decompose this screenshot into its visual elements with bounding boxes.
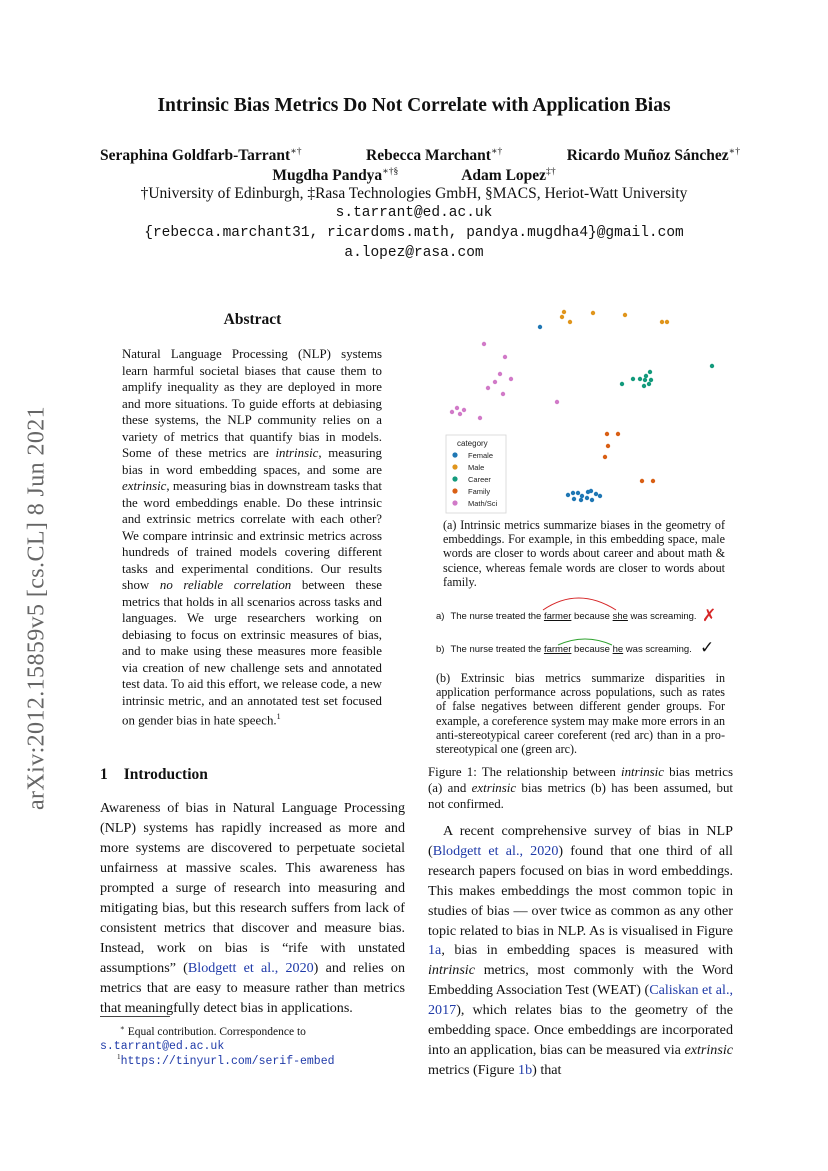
figure-ref-link[interactable]: 1a	[428, 942, 442, 959]
scatter-point	[576, 491, 580, 495]
citation-link[interactable]: Blodgett et al., 2020	[187, 960, 314, 976]
scatter-point	[643, 378, 647, 382]
scatter-point	[710, 364, 714, 368]
scatter-point	[555, 400, 559, 404]
scatter-point	[503, 355, 507, 359]
right-column-paragraph: A recent comprehensive survey of bias in NLP (Blodgett et al., 2020) found that one third of all research papers focused on bias in word embeddings. This makes embeddings the most common topic in studies of bias — over twice as common as any other topic related to bias in NLP. As is visualised in Figure 1a, bias in embedding spaces is measured with intrinsic metrics, most commonly with the Word Embedding Association Test (WEAT) (Caliskan et al., 2017), which relates bias to the geometry of the embedding space. Once embeddings are incorporated into an application, bias can be measured via extrinsic metrics (Figure 1b) that	[428, 823, 733, 1078]
abstract-heading: Abstract	[223, 311, 282, 328]
citation-link[interactable]: Blodgett et al., 2020	[432, 842, 559, 859]
arxiv-stamp	[14, 378, 60, 838]
scatter-point	[568, 320, 572, 324]
scatter-point	[590, 498, 594, 502]
scatter-point	[642, 384, 646, 388]
scatter-point	[450, 410, 454, 414]
scatter-point	[560, 315, 564, 319]
cross-icon: ✗	[702, 606, 717, 625]
author-row-2	[0, 166, 828, 185]
scatter-point	[486, 386, 490, 390]
scatter-point	[585, 496, 589, 500]
footnote-url-link[interactable]: https://tinyurl.com/serif-embed	[120, 1054, 335, 1068]
footnote-1: $^1$https://tinyurl.com/serif-embed	[117, 1053, 335, 1068]
scatter-point	[498, 372, 502, 376]
author: Adam Lopez‡†	[461, 166, 556, 185]
scatter-point	[509, 377, 513, 381]
scatter-point	[455, 406, 459, 410]
author-row-1	[100, 146, 740, 165]
footnote-star: ∗ Equal contribution. Correspondence to s.tarrant@ed.ac.uk	[100, 1024, 306, 1054]
legend-label: Male	[468, 463, 485, 472]
scatter-point	[644, 374, 648, 378]
scatter-point	[501, 392, 505, 396]
scatter-point	[623, 313, 627, 317]
legend-marker	[452, 476, 457, 481]
scatter-point	[648, 370, 652, 374]
scatter-point	[640, 479, 644, 483]
check-icon: ✓	[700, 638, 715, 657]
scatter-point	[616, 432, 620, 436]
embedding-scatter-plot	[440, 300, 730, 515]
scatter-point	[603, 455, 607, 459]
scatter-point	[571, 491, 575, 495]
scatter-point	[482, 342, 486, 346]
scatter-point	[566, 493, 570, 497]
scatter-point	[462, 408, 466, 412]
footnote-email-link[interactable]: s.tarrant@ed.ac.uk	[100, 1040, 225, 1054]
email-line: a.lopez@rasa.com	[344, 245, 484, 261]
legend-label: Career	[468, 475, 491, 484]
subcaption-b: (b) Extrinsic bias metrics summarize disparities in application performance across populations, such as rates of false negatives between different gender groups. For example, a coreference system may make more errors in an anti-stereotypical career coreferent (red arc) than in a pro-stereotypical one (green arc).	[436, 671, 725, 757]
scatter-point	[647, 382, 651, 386]
legend-title: category	[457, 439, 488, 448]
legend-marker	[452, 452, 457, 457]
section-heading: 1 Introduction	[100, 766, 208, 783]
legend-marker	[452, 464, 457, 469]
author: Ricardo Muñoz Sánchez∗†	[566, 146, 740, 165]
intro-paragraph: Awareness of bias in Natural Language Processing (NLP) systems has rapidly increased as more and more systems are discovered to perpetuate societal unfairness at massive scales. This awareness has prompted a surge of research into measuring and mitigating bias, but this research suffers from lack of consistent metrics that discover and measure bias. Instead, work on bias is “rife with unstated assumptions” (Blodgett et al., 2020) and relies on metrics that are easy to measure rather than metrics that meaningfully detect bias in applications.	[100, 800, 405, 1016]
scatter-point	[631, 377, 635, 381]
scatter-point	[598, 494, 602, 498]
scatter-point	[606, 444, 610, 448]
scatter-point	[605, 432, 609, 436]
scatter-point	[478, 416, 482, 420]
scatter-point	[638, 377, 642, 381]
author: Mugdha Pandya∗†§	[272, 166, 399, 185]
legend-label: Family	[468, 487, 491, 496]
figure-caption: Figure 1: The relationship between intrinsic bias metrics (a) and extrinsic bias metrics (b) has been assumed, but not confirmed.	[428, 765, 733, 811]
affiliations: †University of Edinburgh, ‡Rasa Technologies GmbH, §MACS, Heriot-Watt University	[140, 185, 688, 202]
scatter-point	[591, 311, 595, 315]
legend-marker	[452, 500, 457, 505]
scatter-point	[660, 320, 664, 324]
arxiv-stamp-text: arXiv:2012.15859v5 [cs.CL] 8 Jun 2021	[23, 405, 50, 811]
scatter-point	[651, 479, 655, 483]
scatter-point	[579, 498, 583, 502]
scatter-point	[594, 492, 598, 496]
legend-marker	[452, 488, 457, 493]
paper-title: Intrinsic Bias Metrics Do Not Correlate with Application Bias	[157, 95, 671, 116]
scatter-point	[493, 380, 497, 384]
author: Rebecca Marchant∗†	[366, 146, 503, 165]
scatter-point	[580, 494, 584, 498]
email-line: s.tarrant@ed.ac.uk	[335, 205, 493, 221]
figure-ref-link[interactable]: 1b	[518, 1061, 533, 1078]
scatter-point	[572, 497, 576, 501]
example-sentence-a: a) The nurse treated the farmer because she was screaming.	[436, 611, 697, 622]
scatter-point	[649, 378, 653, 382]
scatter-point	[620, 382, 624, 386]
legend-label: Female	[468, 451, 494, 460]
scatter-point	[589, 489, 593, 493]
legend-label: Math/Sci	[468, 499, 498, 508]
scatter-point	[538, 325, 542, 329]
footnote-rule	[100, 1016, 170, 1017]
scatter-point	[562, 310, 566, 314]
scatter-point	[665, 320, 669, 324]
author: Seraphina Goldfarb-Tarrant∗†	[100, 146, 302, 165]
scatter-point	[458, 412, 462, 416]
citation-link[interactable]: Caliskan et al., 2017	[428, 982, 733, 1019]
subcaption-a: (a) Intrinsic metrics summarize biases in the geometry of embeddings. For example, in this embedding space, male words are closer to words about career and about math & science, whereas female words are closer to words about family.	[443, 518, 725, 589]
abstract-body: Natural Language Processing (NLP) systems learn harmful societal biases that cause them to amplify inequality as they are deployed in more and more situations. To guide efforts at debiasing these systems, the NLP community relies on a variety of metrics that quantify bias in models. Some of these metrics are intrinsic, measuring bias in word embedding spaces, and some are extrinsic, measuring bias in downstream tasks that the word embeddings enable. Do these intrinsic and extrinsic metrics correlate with each other? We compare intrinsic and extrinsic metrics across hundreds of trained models covering different tasks and experimental conditions. Our results show no reliable correlation between these metrics that holds in all scenarios across tasks and languages. We urge researchers working on debiasing to focus on extrinsic measures of bias, and to make using these measures more feasible via creation of new challenge sets and annotated test data. To aid this effort, we release code, a new intrinsic metric, and an annotated test set focused on gender bias in hate speech.$^1$	[122, 347, 382, 728]
email-line: {rebecca.marchant31, ricardoms.math, pandya.mugdha4}@gmail.com	[144, 225, 684, 241]
example-sentence-b: b) The nurse treated the farmer because he was screaming.	[436, 644, 692, 655]
